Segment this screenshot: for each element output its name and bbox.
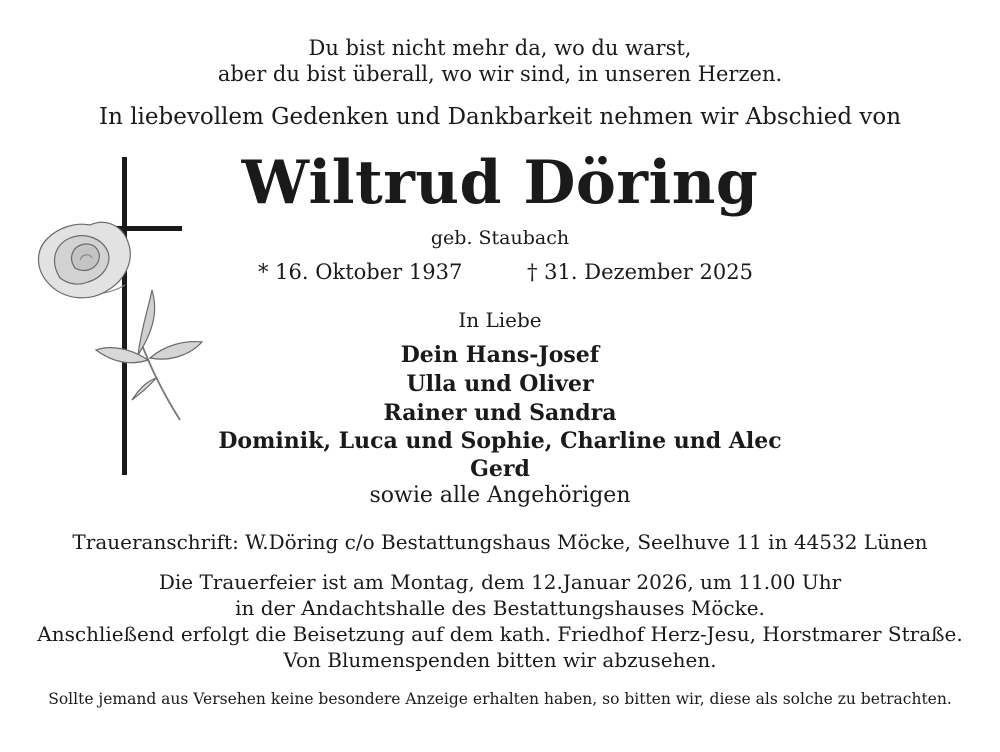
quote-line-2: aber du bist überall, wo wir sind, in unseren Herzen.: [217, 62, 783, 86]
intro-text: In liebevollem Gedenken und Dankbarkeit nehmen wir Abschied von: [98, 104, 902, 130]
life-dates: [0, 260, 1000, 288]
family-member: Gerd: [470, 456, 530, 482]
death-date: † 31. Dezember 2025: [527, 260, 753, 284]
quote-line-1: Du bist nicht mehr da, wo du warst,: [308, 36, 692, 60]
ceremony-line: in der Andachtshalle des Bestattungshauses Möcke.: [235, 596, 765, 620]
ceremony-line: Die Trauerfeier ist am Montag, dem 12.Januar 2026, um 11.00 Uhr: [158, 570, 842, 594]
family-member: Rainer und Sandra: [383, 400, 617, 426]
birth-name: geb. Staubach: [430, 227, 570, 249]
footer-note: Sollte jemand aus Versehen keine besondere Anzeige erhalten haben, so bitten wir, diese als solche zu betrachten.: [48, 690, 952, 708]
ceremony-line: Anschließend erfolgt die Beisetzung auf dem kath. Friedhof Herz-Jesu, Horstmarer Straße.: [37, 622, 963, 646]
ceremony-line: Von Blumenspenden bitten wir abzusehen.: [283, 648, 717, 672]
family-member: Dominik, Luca und Sophie, Charline und Alec: [218, 428, 782, 454]
family-member: Ulla und Oliver: [406, 371, 594, 397]
deceased-name: Wiltrud Döring: [241, 148, 759, 218]
birth-date: * 16. Oktober 1937: [258, 260, 463, 284]
mourning-address: Traueranschrift: W.Döring c/o Bestattungshaus Möcke, Seelhuve 11 in 44532 Lünen: [72, 530, 928, 554]
relatives-line: sowie alle Angehörigen: [369, 483, 631, 508]
in-love-label: In Liebe: [458, 308, 542, 332]
family-member: Dein Hans-Josef: [400, 342, 600, 368]
